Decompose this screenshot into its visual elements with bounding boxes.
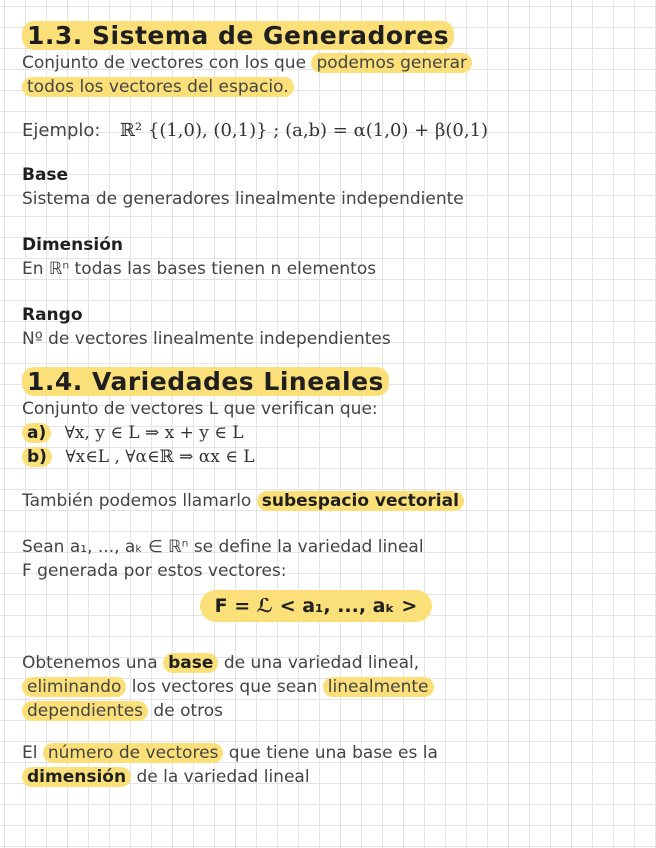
base-text: Sistema de generadores linealmente independiente — [22, 189, 464, 209]
sean-line-1: Sean a₁, ..., aₖ ∈ ℝⁿ se define la variedad lineal — [22, 537, 424, 557]
dimension-heading: Dimensión — [22, 235, 124, 255]
condition-b-label: b) — [22, 447, 52, 467]
condition-b: b) ∀x∈L , ∀α∈ℝ ⇒ αx ∈ L — [22, 446, 648, 468]
base-heading: Base — [22, 165, 69, 185]
numero-line-1: El número de vectores que tiene una base es la — [22, 743, 438, 763]
condition-a: a) ∀x, y ∈ L ⇒ x + y ∈ L — [22, 422, 648, 444]
rango-text: Nº de vectores linealmente independientes — [22, 329, 391, 349]
obtenemos-line-3: dependientes de otros — [22, 700, 648, 722]
example-label: Ejemplo: — [22, 120, 101, 141]
section-title-1-3: 1.3. Sistema de Generadores — [22, 20, 648, 52]
numero-line-2: dimensión de la variedad lineal — [22, 766, 648, 788]
dimension-text: En ℝⁿ todas las bases tienen n elementos — [22, 259, 377, 279]
definition-line-2: todos los vectores del espacio. — [22, 76, 648, 98]
sean-line-2: F generada por estos vectores: — [22, 561, 287, 581]
rango-heading: Rango — [22, 305, 83, 325]
condition-a-label: a) — [22, 423, 51, 443]
subespacio-line: También podemos llamarlo subespacio vectorial — [22, 490, 648, 512]
example-math: ℝ² {(1,0), (0,1)} ; (a,b) = α(1,0) + β(0,1) — [119, 120, 489, 141]
section-title-1-4: 1.4. Variedades Lineales — [22, 366, 648, 398]
obtenemos-line-1: Obtenemos una base de una variedad lineal, — [22, 653, 420, 673]
variedad-formula: F = ℒ < a₁, ..., aₖ > — [200, 590, 432, 622]
variedad-definition: Conjunto de vectores L que verifican que: — [22, 399, 378, 419]
obtenemos-line-2: eliminando los vectores que sean linealmente — [22, 676, 648, 698]
example-line — [22, 120, 648, 142]
definition-line-1: Conjunto de vectores con los que podemos generar — [22, 52, 648, 74]
